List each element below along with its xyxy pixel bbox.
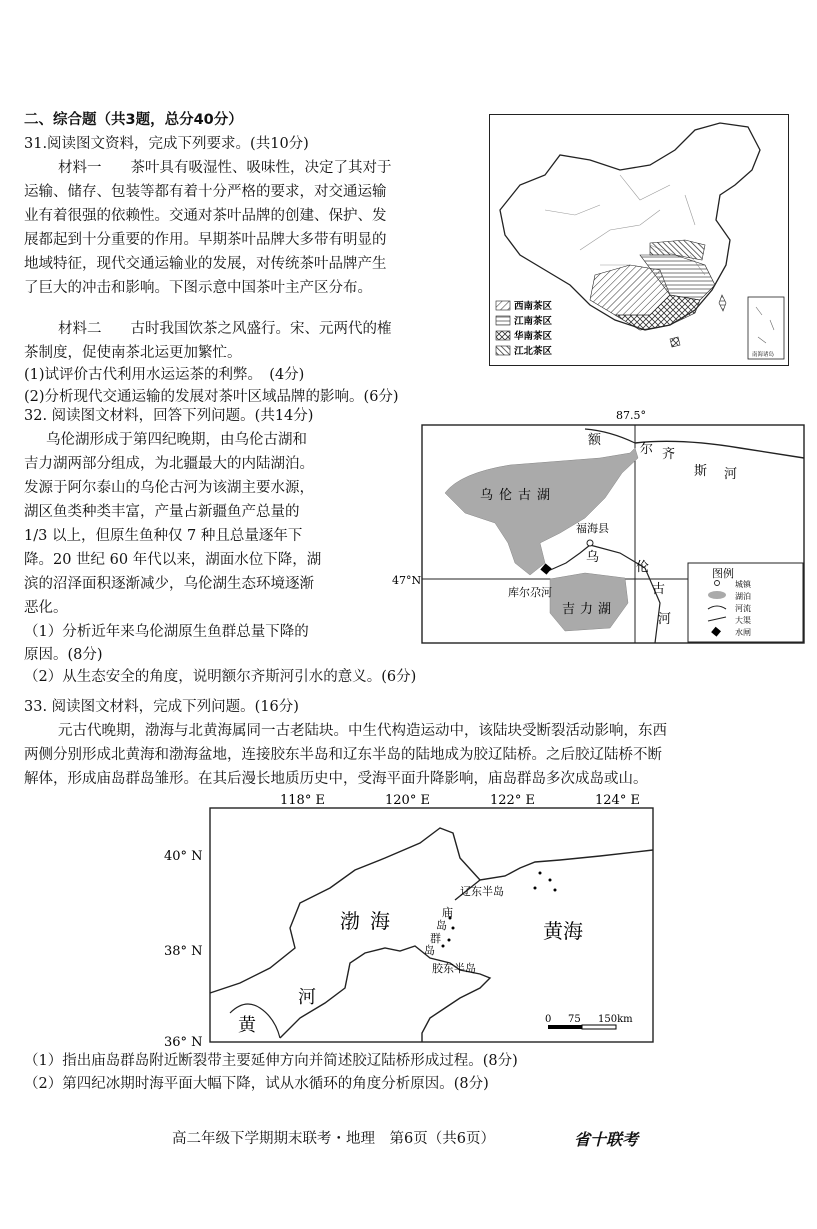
q31-material2-line: 茶制度，促使南茶北运更加繁忙。 bbox=[24, 345, 242, 361]
q32-question-1-cont: 原因。(8分) bbox=[24, 647, 103, 663]
q32-line: 1/3 以上，但原生鱼种仅 7 种且总量逐年下 bbox=[24, 528, 303, 544]
map-longitude: 87.5° bbox=[616, 409, 646, 422]
q31-material1-line: 地域特征，现代交通运输业的发展，对传统茶叶品牌产生 bbox=[24, 256, 387, 272]
lat-label: 36° N bbox=[164, 1035, 203, 1048]
miaodao-char: 岛 bbox=[436, 919, 447, 932]
ulungur-lake-map bbox=[390, 403, 810, 649]
ulungur-river-char: 河 bbox=[658, 612, 672, 627]
q32-line: 乌伦湖形成于第四纪晚期，由乌伦古湖和 bbox=[46, 432, 307, 448]
scale-label: 0 bbox=[545, 1014, 552, 1025]
legend-item: 城镇 bbox=[735, 580, 751, 589]
bohai-map bbox=[160, 788, 660, 1048]
lon-label: 124° E bbox=[595, 793, 640, 808]
q31-material1-line: 展都起到十分重要的作用。早期茶叶品牌大多带有明显的 bbox=[24, 232, 387, 248]
legend-title: 图例 bbox=[712, 567, 734, 580]
miaodao-char: 庙 bbox=[442, 906, 453, 919]
q33-question-1: （1）指出庙岛群岛附近断裂带主要延伸方向并简述胶辽陆桥形成过程。(8分) bbox=[24, 1053, 518, 1069]
q32-question-2: （2）从生态安全的角度，说明额尔齐斯河引水的意义。(6分) bbox=[24, 669, 417, 685]
q31-material1-line: 运输、储存、包装等都有着十分严格的要求，对交通运输 bbox=[24, 184, 387, 200]
section-heading: 二、综合题（共3题，总分40分） bbox=[24, 112, 243, 128]
q33-line: 元古代晚期，渤海与北黄海属同一古老陆块。中生代构造运动中，该陆块受断裂活动影响，东西 bbox=[58, 723, 667, 739]
q33-line: 两侧分别形成北黄海和渤海盆地，连接胶东半岛和辽东半岛的陆地成为胶辽陆桥。之后胶辽陆桥不断 bbox=[24, 747, 662, 763]
q31-material1-line: 了巨大的冲击和影响。下图示意中国茶叶主产区分布。 bbox=[24, 280, 372, 296]
q31-title: 31.阅读图文资料，完成下列要求。(共10分) bbox=[24, 136, 309, 152]
q31-material1-line: 业有着很强的依赖性。交通对茶叶品牌的创建、保护、发 bbox=[24, 208, 387, 224]
irtysh-char: 河 bbox=[724, 467, 738, 482]
q31-question-1: (1)试评价古代利用水运运茶的利弊。 (4分) bbox=[24, 367, 305, 383]
brand-mark: 省十联考 bbox=[574, 1130, 639, 1149]
jiaodong-label: 胶东半岛 bbox=[432, 962, 476, 975]
lat-label: 40° N bbox=[164, 849, 203, 864]
ulungur-river-char: 乌 bbox=[586, 550, 600, 565]
scale-label: 75 bbox=[568, 1014, 581, 1025]
lake-jili-label: 吉力湖 bbox=[562, 602, 617, 617]
lon-label: 120° E bbox=[385, 793, 430, 808]
q32-line: 恶化。 bbox=[24, 600, 68, 616]
fuhai-county-label: 福海县 bbox=[576, 522, 609, 535]
map-latitude: 47°N bbox=[392, 574, 422, 587]
q32-line: 湖区鱼类种类丰富，产量占新疆鱼产总量的 bbox=[24, 504, 300, 520]
irtysh-char: 齐 bbox=[662, 447, 676, 462]
tea-legend-jiangnan: 江南茶区 bbox=[514, 316, 553, 327]
q32-question-1: （1）分析近年来乌伦湖原生鱼群总量下降的 bbox=[24, 624, 309, 640]
china-tea-map bbox=[489, 114, 789, 366]
q32-line: 发源于阿尔泰山的乌伦古河为该湖主要水源， bbox=[24, 480, 314, 496]
irtysh-char: 额 bbox=[588, 433, 602, 448]
tea-legend-southwest: 西南茶区 bbox=[514, 301, 553, 312]
q33-title: 33. 阅读图文材料，完成下列问题。(16分) bbox=[24, 699, 299, 715]
q32-line: 吉力湖两部分组成，为北疆最大的内陆湖泊。 bbox=[24, 456, 314, 472]
q32-line: 降。20 世纪 60 年代以来，湖面水位下降，湖 bbox=[24, 552, 322, 568]
q31-question-2: (2)分析现代交通运输的发展对茶叶区域品牌的影响。(6分) bbox=[24, 389, 399, 405]
q32-line: 滨的沼泽面积逐渐减少，乌伦湖生态环境逐渐 bbox=[24, 576, 314, 592]
liaodong-label: 辽东半岛 bbox=[460, 885, 504, 898]
tea-legend-south: 华南茶区 bbox=[514, 331, 553, 342]
inset-label: 南海诸岛 bbox=[752, 352, 775, 358]
lat-label: 38° N bbox=[164, 944, 203, 959]
lon-label: 122° E bbox=[490, 793, 535, 808]
scale-label: 150km bbox=[598, 1014, 633, 1025]
lon-label: 118° E bbox=[280, 793, 325, 808]
page-footer: 高二年级下学期期末联考・地理 第6页（共6页） bbox=[172, 1131, 495, 1147]
legend-item: 河流 bbox=[735, 604, 751, 613]
miaodao-char: 群 bbox=[430, 932, 441, 945]
legend-item: 湖泊 bbox=[735, 592, 751, 601]
irtysh-char: 斯 bbox=[694, 464, 708, 479]
irtysh-char: 尔 bbox=[640, 442, 654, 457]
miaodao-char: 岛 bbox=[424, 944, 435, 957]
bohai-label: 渤海 bbox=[340, 909, 400, 933]
q31-material2-line: 材料二 古时我国饮茶之风盛行。宋、元两代的榷 bbox=[58, 321, 392, 337]
tea-legend-jiangbei: 江北茶区 bbox=[514, 346, 553, 357]
south-sea-inset bbox=[748, 297, 784, 359]
q33-question-2: （2）第四纪冰期时海平面大幅下降，试从水循环的角度分析原因。(8分) bbox=[24, 1076, 489, 1092]
canal-label: 库尔尕河 bbox=[508, 586, 552, 599]
lake-ulungur-label: 乌伦古湖 bbox=[480, 488, 557, 503]
yellow-river-char: 河 bbox=[298, 987, 316, 1008]
legend-item: 水闸 bbox=[735, 628, 751, 637]
q31-material1-line: 材料一 茶叶具有吸湿性、吸味性，决定了其对于 bbox=[58, 160, 392, 176]
ulungur-river-char: 伦 bbox=[636, 560, 650, 575]
ulungur-river-char: 古 bbox=[652, 582, 666, 597]
yellow-river-char: 黄 bbox=[238, 1015, 256, 1036]
legend-item: 大渠 bbox=[735, 616, 751, 625]
q32-title: 32. 阅读图文材料，回答下列问题。(共14分) bbox=[24, 408, 314, 424]
huanghai-label: 黄海 bbox=[543, 919, 583, 943]
q33-line: 解体，形成庙岛群岛雏形。在其后漫长地质历史中，受海平面升降影响，庙岛群岛多次成岛或山。 bbox=[24, 771, 648, 787]
